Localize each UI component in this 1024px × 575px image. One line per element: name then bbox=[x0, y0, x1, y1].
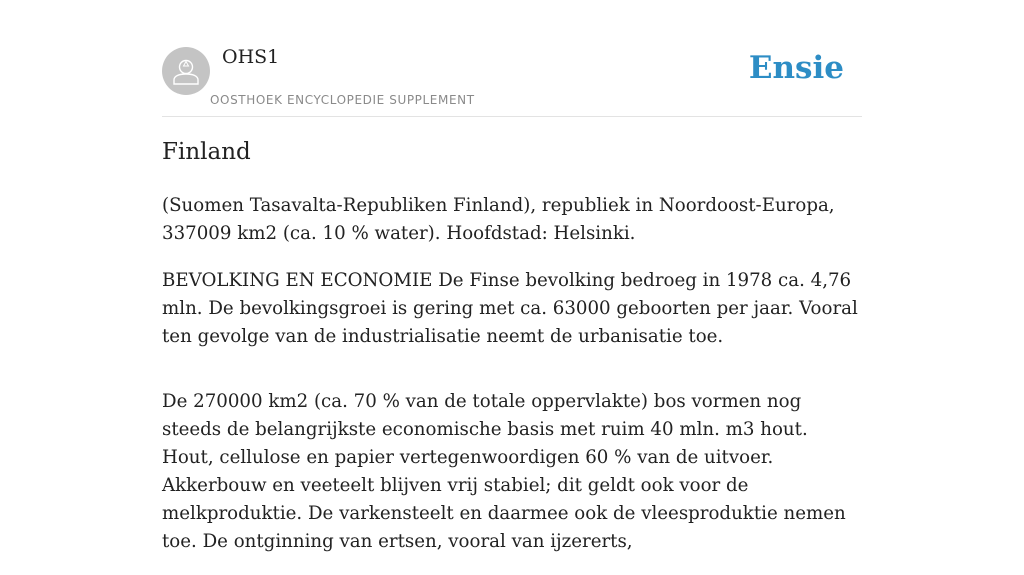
article-title: Finland bbox=[162, 139, 251, 165]
source-header bbox=[162, 0, 862, 117]
ensie-logo-link[interactable]: Ensie bbox=[748, 50, 844, 86]
user-icon[interactable] bbox=[162, 47, 210, 95]
article-paragraph-intro: (Suomen Tasavalta-Republiken Finland), republiek in Noordoost-Europa, 337009 km2 (ca. 10 % water). Hoofdstad: Helsinki. bbox=[162, 195, 835, 244]
article-body bbox=[162, 192, 862, 575]
source-name[interactable]: OOSTHOEK ENCYCLOPEDIE SUPPLEMENT bbox=[210, 93, 475, 107]
article-paragraph-economy: De 270000 km2 (ca. 70 % van de totale oppervlakte) bos vormen nog steeds de belangrijkste economische basis met ruim 40 mln. m3 hout. Hout, cellulose en papier vertegenwoordigen 60 % van de uitvoer. Akkerbouw en veeteelt blijven vrij stabiel; dit geldt ook voor de melkproduktie. De varkensteelt en daarmee ook de vleesproduktie nemen toe. De ontginning van ertsen, vooral van ijzererts, bbox=[162, 391, 846, 552]
source-code[interactable]: OHS1 bbox=[222, 46, 280, 68]
page bbox=[162, 0, 862, 552]
article-paragraph-population: BEVOLKING EN ECONOMIE De Finse bevolking bedroeg in 1978 ca. 4,76 mln. De bevolkingsgroei is gering met ca. 63000 geboorten per jaar. Vooral ten gevolge van de industrialisatie neemt de urbanisatie toe. bbox=[162, 270, 858, 347]
